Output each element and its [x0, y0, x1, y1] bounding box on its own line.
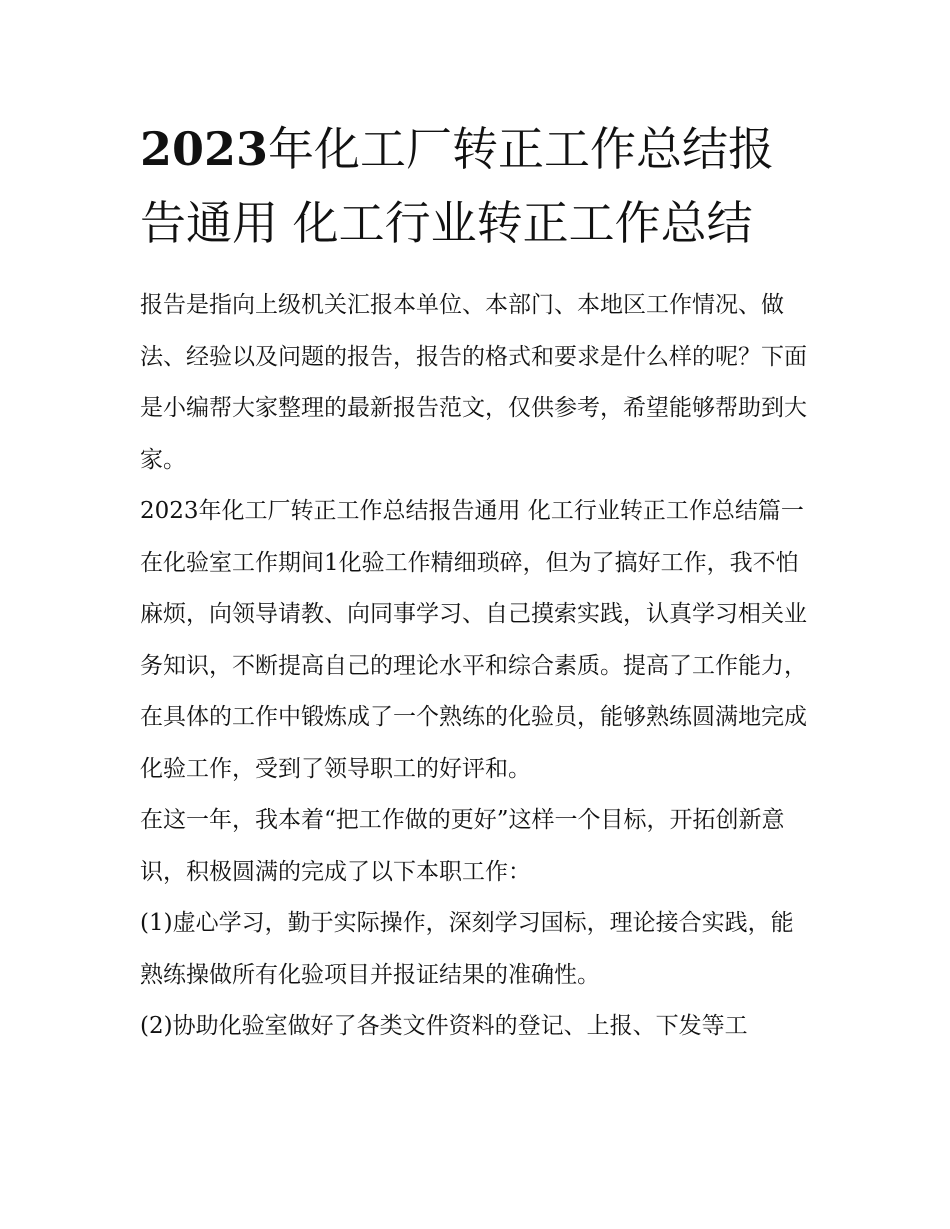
list-item-1: (1)虚心学习，勤于实际操作，深刻学习国标，理论接合实践，能熟练操做所有化验项目并报证结果的准确性。	[140, 910, 794, 988]
title-year: 2023	[140, 122, 269, 176]
list-item-2: (2)协助化验室做好了各类文件资料的登记、上报、下发等工	[140, 1013, 748, 1039]
body-paragraph: 在这一年，我本着“把工作做的更好”这样一个目标，开拓创新意识，积极圆满的完成了以下本职工作：	[140, 807, 785, 885]
intro-paragraph: 报告是指向上级机关汇报本单位、本部门、本地区工作情况、做法、经验以及问题的报告，报告的格式和要求是什么样的呢？下面是小编帮大家整理的最新报告范文，仅供参考，希望能够帮助到大家。	[140, 292, 807, 473]
document-title	[140, 112, 812, 260]
body-paragraph: 在化验室工作期间1化验工作精细琐碎，但为了搞好工作，我不怕麻烦，向领导请教、向同事学习、自己摸索实践，认真学习相关业务知识，不断提高自己的理论水平和综合素质。提高了工作能力，在具体的工作中锻炼成了一个熟练的化验员，能够熟练圆满地完成化验工作，受到了领导职工的好评和。	[140, 549, 807, 782]
section-heading: 2023年化工厂转正工作总结报告通用 化工行业转正工作总结篇一	[140, 498, 804, 524]
document-page	[140, 112, 812, 1053]
title-text: 年化工厂转正工作总结报告通用 化工行业转正工作总结	[140, 122, 775, 250]
